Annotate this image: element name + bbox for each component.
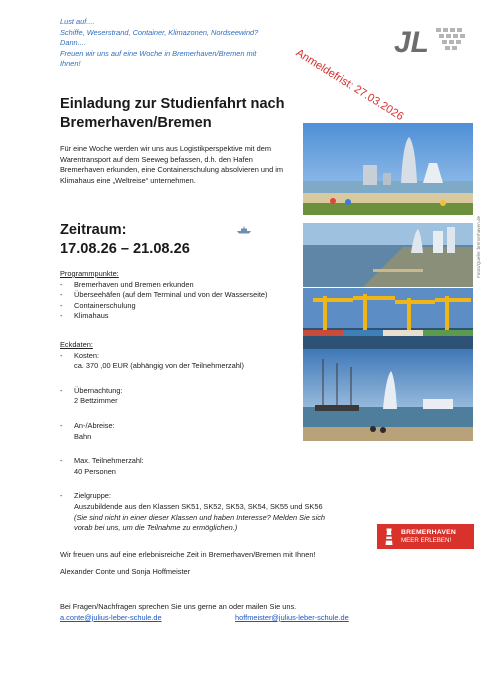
- intro-line: Freuen wir uns auf eine Woche in Bremerhaven/Bremen mit: [60, 48, 257, 58]
- teilnehmer-value: 40 Personen: [74, 466, 116, 476]
- organizer-names: Alexander Conte und Sonja Hoffmeister: [60, 567, 191, 576]
- list-item: - Containerschulung: [60, 301, 300, 312]
- programm-section: [60, 269, 300, 322]
- anreise-value: Bahn: [74, 431, 92, 441]
- intro-line: Lust auf....: [60, 17, 95, 26]
- ship-icon: [236, 226, 252, 234]
- list-item: - Klimahaus: [60, 311, 300, 322]
- kosten-label: - Kosten:: [60, 351, 360, 362]
- intro-text: [60, 17, 290, 70]
- badge-slogan: MEER ERLEBEN!: [401, 536, 452, 544]
- closing-text: Wir freuen uns auf eine erlebnisreiche Zeit in Bremerhaven/Bremen mit Ihnen!: [60, 550, 316, 559]
- eckdaten-section: [60, 340, 360, 534]
- lighthouse-icon: [382, 528, 396, 546]
- intro-line: Dann....: [60, 38, 86, 48]
- zielgruppe-label: - Zielgruppe:: [60, 491, 360, 502]
- kosten-value: ca. 370 ,00 EUR (abhängig von der Teilnehmerzahl): [74, 361, 244, 371]
- logo-text: JL: [394, 26, 430, 58]
- photo-caption: Fotos/Quelle: bremerhaven.de: [476, 215, 481, 278]
- list-item: - Bremerhaven und Bremen erkunden: [60, 280, 300, 291]
- zielgruppe-note: vorab bei uns, um die Teilnahme zu ermöglichen.): [74, 523, 238, 533]
- uebernachtung-label: - Übernachtung:: [60, 386, 360, 397]
- eckdaten-heading: Eckdaten:: [60, 340, 93, 349]
- zeitraum-label: Zeitraum:: [60, 222, 127, 238]
- badge-title: BREMERHAVEN: [401, 528, 456, 536]
- list-item: - Überseehäfen (auf dem Terminal und von der Wasserseite): [60, 290, 300, 301]
- zeitraum-dates: 17.08.26 – 21.08.26: [60, 241, 190, 257]
- port-aerial-photo: [303, 223, 473, 287]
- zielgruppe-note: (Sie sind nicht in einer dieser Klassen und haben Interesse? Melden Sie sich: [74, 512, 326, 522]
- page-title: [60, 95, 285, 133]
- registration-deadline: Anmeldefrist: 27.03.2026: [293, 47, 406, 124]
- intro-line: Schiffe, Weserstrand, Container, Klimazonen, Nordseewind?: [60, 27, 259, 37]
- email-link-hoffmeister[interactable]: hoffmeister@julius-leber-schule.de: [235, 613, 349, 622]
- intro-line: Ihnen!: [60, 59, 81, 69]
- school-logo: [392, 24, 468, 58]
- harbor-skyline-photo: [303, 123, 473, 215]
- title-line: Einladung zur Studienfahrt nach: [60, 96, 285, 112]
- title-line: Bremerhaven/Bremen: [60, 115, 212, 131]
- contact-question: Bei Fragen/Nachfragen sprechen Sie uns gerne an oder mailen Sie uns.: [60, 602, 297, 611]
- description: Für eine Woche werden wir uns aus Logistikperspektive mit dem Warentransport auf dem Seeweg befassen, d.h. den Hafen Bremerhaven erkunden, eine Containerschulung absolvieren und im Klimahaus eine „Weltreise“ unternehmen.: [60, 144, 284, 185]
- uebernachtung-value: 2 Bettzimmer: [74, 396, 118, 406]
- zielgruppe-value: Auszubildende aus den Klassen SK51, SK52, SK53, SK54, SK55 und SK56: [74, 501, 323, 511]
- programm-heading: Programmpunkte:: [60, 269, 119, 278]
- zeitraum: [60, 221, 190, 259]
- teilnehmer-label: - Max. Teilnehmerzahl:: [60, 456, 360, 467]
- email-link-conte[interactable]: a.conte@julius-leber-schule.de: [60, 613, 162, 622]
- anreise-label: - An-/Abreise:: [60, 421, 360, 432]
- bremerhaven-badge: [377, 524, 474, 549]
